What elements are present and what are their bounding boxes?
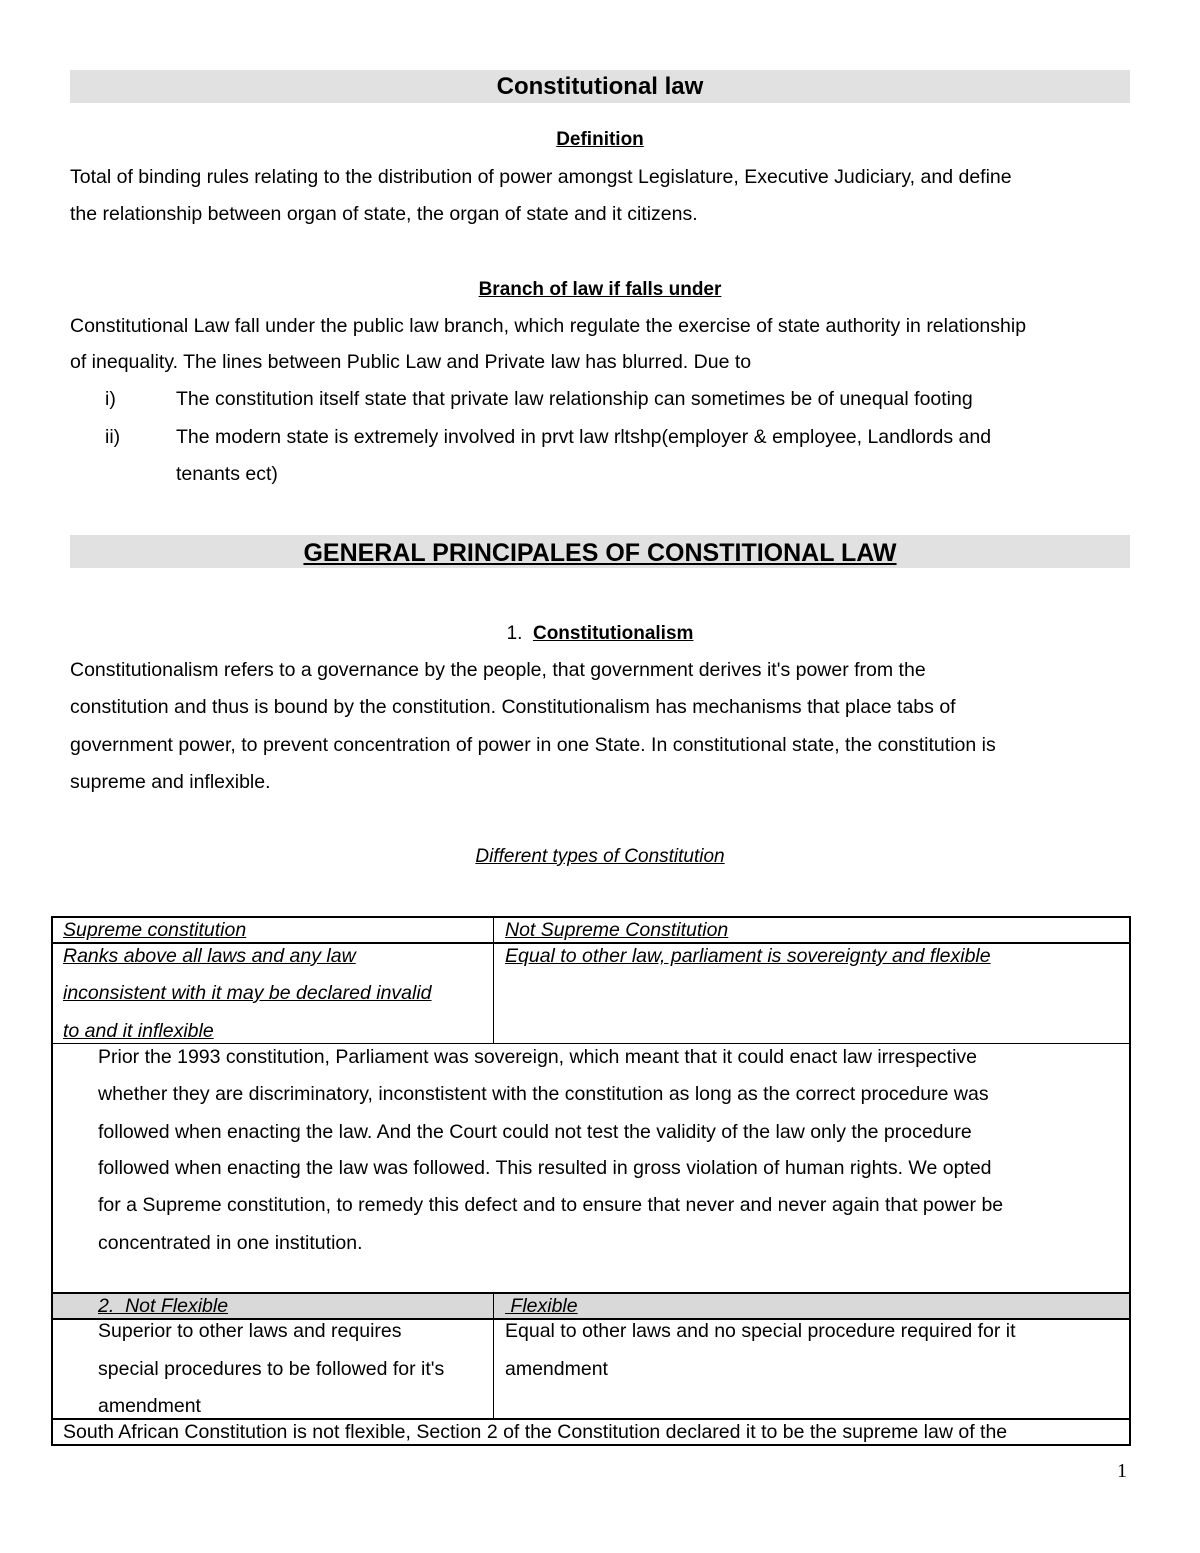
table-header-not-flexible: 2. Not Flexible	[98, 1295, 229, 1317]
constitutionalism-line-3: government power, to prevent concentration of power in one State. In constitutional state, the constitution is	[70, 734, 996, 756]
flexible-desc-line: Equal to other laws and no special procedure required for it	[505, 1320, 1016, 1342]
definition-heading: Definition	[556, 129, 644, 150]
list-text: The constitution itself state that private law relationship can sometimes be of unequal footing	[176, 388, 973, 410]
list-marker: ii)	[105, 426, 121, 448]
constitutionalism-line-2: constitution and thus is bound by the constitution. Constitutionalism has mechanisms that place tabs of	[70, 696, 956, 718]
table-border-bottom	[51, 1444, 1131, 1446]
not-flexible-desc-line: Superior to other laws and requires	[98, 1320, 402, 1342]
constitutionalism-title: Constitutionalism	[532, 623, 694, 644]
definition-line-1: Total of binding rules relating to the distribution of power amongst Legislature, Executive Judiciary, and define	[70, 166, 1012, 188]
branch-heading: Branch of law if falls under	[478, 279, 722, 300]
history-line: whether they are discriminatory, inconstistent with the constitution as long as the correct procedure was	[98, 1083, 989, 1105]
supreme-desc-line: to and it inflexible	[63, 1020, 214, 1042]
table-footer-line: South African Constitution is not flexible, Section 2 of the Constitution declared it to be the supreme law of the	[63, 1421, 1008, 1443]
types-heading: Different types of Constitution	[475, 846, 725, 867]
list-text: The modern state is extremely involved in prvt law rltshp(employer & employee, Landlords and	[176, 426, 992, 448]
section-number: 1.	[506, 623, 523, 644]
history-line: Prior the 1993 constitution, Parliament was sovereign, which meant that it could enact law irrespective	[98, 1046, 978, 1068]
constitutionalism-heading	[70, 622, 1130, 646]
definition-line-2: the relationship between organ of state, the organ of state and it citizens.	[70, 203, 698, 225]
list-text: tenants ect)	[176, 463, 278, 485]
branch-line-1: Constitutional Law fall under the public law branch, which regulate the exercise of state authority in relationship	[70, 315, 1027, 337]
table-border-left	[51, 916, 53, 1446]
not-supreme-desc-line: Equal to other law, parliament is sovereignty and flexible	[505, 945, 991, 967]
table-border-top	[51, 916, 1131, 918]
table-column-divider	[493, 1293, 494, 1419]
table-header-supreme: Supreme constitution	[63, 919, 247, 941]
constitutionalism-line-4: supreme and inflexible.	[70, 771, 271, 793]
history-line: followed when enacting the law. And the Court could not test the validity of the law only the procedure	[98, 1121, 972, 1143]
table-header-not-supreme: Not Supreme Constitution	[505, 919, 729, 941]
branch-line-2: of inequality. The lines between Public Law and Private law has blurred. Due to	[70, 351, 752, 373]
not-flexible-desc-line: special procedures to be followed for it's	[98, 1358, 445, 1380]
table-border-right	[1129, 916, 1131, 1446]
table-header-flexible: Flexible	[505, 1295, 578, 1317]
constitution-types-table	[51, 916, 1131, 1446]
table-rule	[51, 942, 1131, 944]
flexible-desc-line: amendment	[505, 1358, 608, 1380]
document-title: Constitutional law	[70, 70, 1130, 103]
list-marker: i)	[105, 388, 116, 410]
history-line: followed when enacting the law was followed. This resulted in gross violation of human rights. We opted	[98, 1157, 992, 1179]
table-rule	[51, 1292, 1131, 1294]
table-rule	[51, 1418, 1131, 1420]
page-number: 1	[1117, 1460, 1127, 1482]
not-flexible-desc-line: amendment	[98, 1395, 201, 1417]
history-line: for a Supreme constitution, to remedy this defect and to ensure that never and never again that power be	[98, 1194, 1004, 1216]
supreme-desc-line: Ranks above all laws and any law	[63, 945, 356, 967]
constitutionalism-line-1: Constitutionalism refers to a governance by the people, that government derives it's power from the	[70, 659, 926, 681]
table-rule	[51, 1043, 1131, 1044]
supreme-desc-line: inconsistent with it may be declared invalid	[63, 982, 432, 1004]
section-title: GENERAL PRINCIPALES OF CONSTITIONAL LAW	[70, 535, 1130, 568]
history-line: concentrated in one institution.	[98, 1232, 363, 1254]
table-column-divider	[493, 916, 494, 1044]
